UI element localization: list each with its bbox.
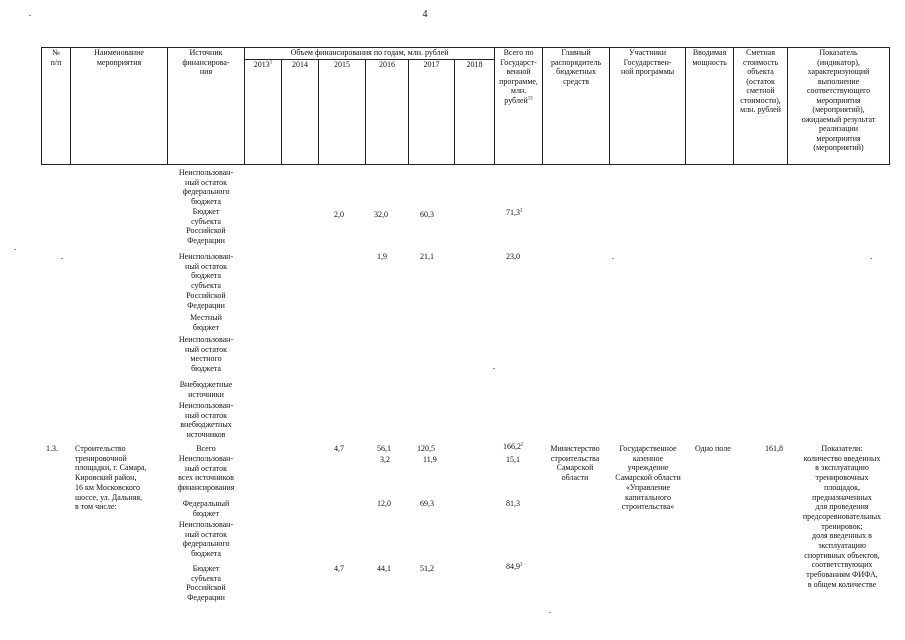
b2-manager: Министерство строительства Самарской области <box>550 444 600 483</box>
b2-source-total: Всего <box>196 444 216 453</box>
b2-subject-total: 84,9$^3$ <box>506 562 523 571</box>
header-year-2018: 2018 <box>455 60 495 165</box>
b1-budget-total: 71,3$^2$ <box>506 208 523 217</box>
page-number: 4 <box>422 9 428 20</box>
scan-speck <box>612 258 614 259</box>
header-col-participants: Участники Государствен- ной программы <box>610 48 686 165</box>
b2-participants: Государственное казенное учреждение Самарской области «Управление капитального строительства» <box>615 444 681 512</box>
b2-total-2016: 56,1 <box>377 444 391 453</box>
b2-indicator: Показатели: количество введенных в эксплуатацию тренировочных площадок, предназначенных для проведения предсоревновательных тренировок; доля введенных в эксплуатацию спортивных объектов, соответствующих требованиям ФИФА, в общем количестве <box>802 444 882 589</box>
scan-speck <box>61 258 63 259</box>
b2-estimate: 161,8 <box>765 444 783 453</box>
b2-source-unused-federal: Неиспользован- ный остаток федерального бюджета <box>178 520 234 559</box>
b2-capacity: Одно поле <box>695 444 731 453</box>
header-table <box>41 47 890 165</box>
header-year-2015: 2015 <box>319 60 366 165</box>
header-col-estimate: Сметная стоимость объекта (остаток сметной стоимости), млн. рублей <box>734 48 788 165</box>
header-year-2013: 2013$^1$ <box>245 60 282 165</box>
scan-speck <box>870 258 872 259</box>
header-col-manager: Главный распорядитель бюджетных средств <box>543 48 610 165</box>
b2-unused-2016: 3,2 <box>380 455 390 464</box>
b2-subject-2015: 4,7 <box>334 564 344 573</box>
b2-number: 1.3. <box>46 444 58 453</box>
header-col-indicator: Показатель (индикатор), характеризующий выполнение соответствующего мероприятия (мероприятий), ожидаемый результат реализации мероприятия (мероприятий) <box>788 48 890 165</box>
scan-speck <box>493 368 495 369</box>
source-local-budget: Местный бюджет <box>190 313 222 332</box>
b2-unused-2017: 11,9 <box>423 455 437 464</box>
source-unused-local: Неиспользован- ный остаток местного бюджета <box>178 335 234 374</box>
scan-speck <box>549 612 551 613</box>
header-col-volume: Объем финансирования по годам, млн. рублей <box>245 48 495 60</box>
b1-budget-2017: 60,3 <box>420 210 434 219</box>
b2-total-2017: 120,5 <box>417 444 435 453</box>
header-col-capacity: Вводимая мощность <box>686 48 734 165</box>
b2-unused-total: 15,1 <box>506 455 520 464</box>
b2-source-subject: Бюджет субъекта Российской Федерации <box>186 564 226 603</box>
scan-speck <box>29 15 31 16</box>
header-col-source: Источник финансирова- ния <box>168 48 245 165</box>
b1-unused-2017: 21,1 <box>420 252 434 261</box>
b2-subject-2017: 51,2 <box>420 564 434 573</box>
b2-subject-2016: 44,1 <box>377 564 391 573</box>
source-unused-extrabudget: Неиспользован- ный остаток внебюджетных источников <box>178 401 234 440</box>
header-year-2014: 2014 <box>282 60 319 165</box>
source-extrabudget: Внебюджетные источники <box>179 380 233 399</box>
source-unused-subject: Неиспользован- ный остаток бюджета субъекта Российской Федерации <box>178 252 234 310</box>
header-col-name: Наименование мероприятия <box>71 48 168 165</box>
scan-speck <box>14 249 16 250</box>
b2-total-total: 166,2$^2$ <box>503 442 524 451</box>
source-subject-budget: Бюджет субъекта Российской Федерации <box>186 207 226 246</box>
b1-unused-2016: 1,9 <box>377 252 387 261</box>
b1-unused-total: 23,0 <box>506 252 520 261</box>
header-year-2017: 2017 <box>409 60 455 165</box>
b2-federal-2016: 12,0 <box>377 499 391 508</box>
b1-budget-2016: 32,0 <box>374 210 388 219</box>
b2-federal-2017: 69,3 <box>420 499 434 508</box>
header-col-number: № п/п <box>42 48 71 165</box>
b2-federal-total: 81,3 <box>506 499 520 508</box>
b2-source-unused-all: Неиспользован- ный остаток всех источников финансирования <box>177 454 235 493</box>
b1-budget-2015: 2,0 <box>334 210 344 219</box>
header-year-2016: 2016 <box>366 60 409 165</box>
b2-source-federal: Федеральный бюджет <box>182 499 230 518</box>
source-unused-federal: Неиспользован- ный остаток федерального бюджета <box>178 168 234 207</box>
b2-name: Строительство тренировочной площадки, г. Самара, Кировский район, 16 км Московского шоссе, ул. Дальняя, в том числе: <box>75 444 147 512</box>
header-col-total: Всего по Государст- венной программе, млн. рублей$^{15}$ <box>495 48 543 165</box>
b2-total-2015: 4,7 <box>334 444 344 453</box>
